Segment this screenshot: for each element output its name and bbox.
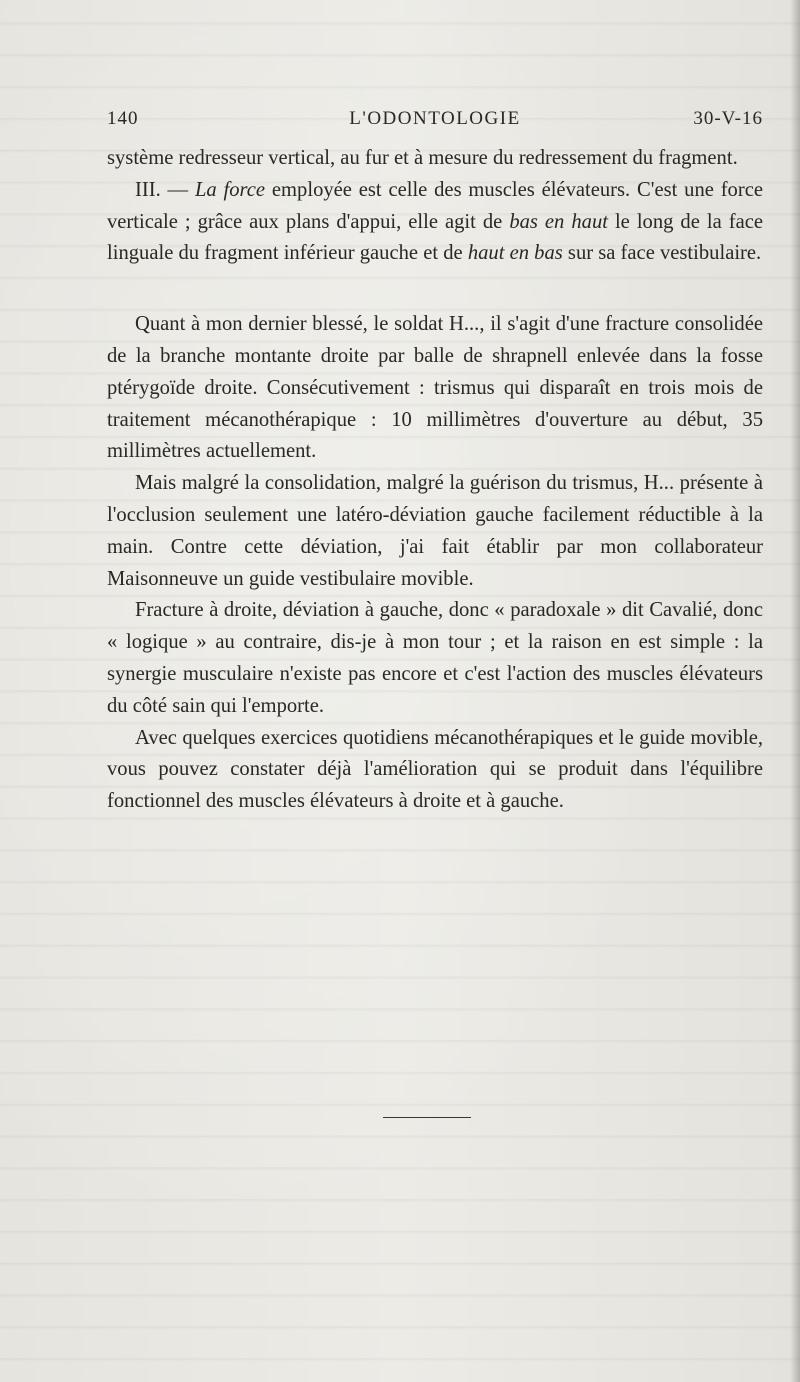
section-number: III. —	[135, 178, 195, 201]
paragraph-2-text: le long de la face linguale du fragment inférieur gauche et de	[107, 210, 764, 265]
paragraph-6: Avec quelques exercices quotidiens mécanothérapiques et le guide movible, vous pouvez constater déjà l'amélioration qui se produit dans l'équilibre fonctionnel des muscles élévateurs à droite et à gauche.	[107, 726, 763, 813]
page-header	[107, 108, 763, 134]
paragraph-2	[107, 175, 763, 270]
italic-phrase: haut en bas	[467, 242, 563, 265]
paragraph-4: Mais malgré la consolidation, malgré la guérison du trismus, H... présente à l'occlusion seulement une latéro-déviation gauche facilement réductible à la main. Contre cette déviation, j'ai fait établir par mon collaborateur Maisonneuve un guide vestibulaire movible.	[107, 472, 763, 590]
paragraph-5: Fracture à droite, déviation à gauche, donc « paradoxale » dit Cavalié, donc « logique » au contraire, dis-je à mon tour ; et la raison en est simple : la synergie musculaire n'existe pas encore et c'est l'action des muscles élévateurs du côté sain qui l'emporte.	[107, 599, 763, 717]
body-text	[107, 143, 763, 818]
section-gap	[107, 270, 763, 309]
paragraph-1: système redresseur vertical, au fur et à mesure du redressement du fragment.	[107, 147, 738, 169]
end-rule	[383, 1117, 471, 1118]
italic-phrase: La force	[194, 178, 266, 201]
italic-phrase: bas en haut	[509, 210, 608, 233]
paragraph-2-text: employée est celle des muscles élévateurs. C'est une force verticale ; grâce aux plans d'appui, elle agit de	[107, 178, 763, 233]
page-edge-shadow	[790, 0, 800, 1382]
paragraph-3: Quant à mon dernier blessé, le soldat H..., il s'agit d'une fracture consolidée de la branche montante droite par balle de shrapnell enlevée dans la fosse ptérygoïde droite. Consécutivement : trismus qui disparaît en trois mois de traitement mécanothérapique : 10 millimètres d'ouverture au début, 35 millimètres actuellement.	[107, 313, 763, 463]
page-number: 140	[107, 108, 139, 129]
running-title: L'ODONTOLOGIE	[349, 108, 521, 129]
issue-date: 30-V-16	[693, 108, 763, 129]
paragraph-2-text: sur sa face vestibulaire.	[562, 242, 762, 265]
